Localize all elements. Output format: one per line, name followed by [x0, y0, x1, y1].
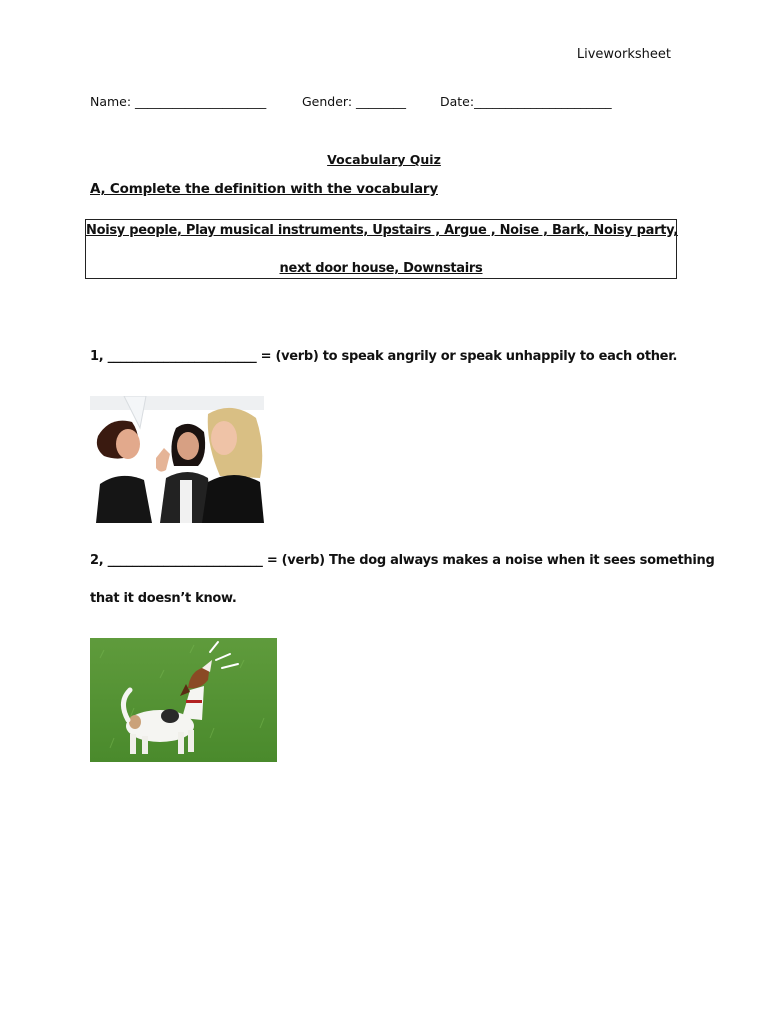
question-2-line-1[interactable]: 2, _________________________ = (verb) The dog always makes a noise when it sees something [90, 553, 715, 568]
quiz-title: Vocabulary Quiz [327, 152, 441, 167]
word-bank-line-1: Noisy people, Play musical instruments, Upstairs , Argue , Noise , Bark, Noisy party, [86, 223, 678, 238]
date-field[interactable]: Date:______________________ [440, 94, 612, 109]
arguing-women-photo [90, 396, 264, 523]
gender-field[interactable]: Gender: ________ [302, 94, 407, 109]
word-bank-line-2: next door house, Downstairs [279, 261, 483, 276]
word-bank-box [85, 219, 677, 279]
question-1[interactable]: 1, ________________________ = (verb) to speak angrily or speak unhappily to each other. [90, 349, 678, 364]
question-2-line-2: that it doesn’t know. [90, 591, 237, 606]
name-field[interactable]: Name: _____________________ [90, 94, 267, 109]
section-a-heading: A, Complete the definition with the vocabulary [90, 181, 438, 197]
brand-label: Liveworksheet [576, 47, 671, 62]
barking-dog-photo [90, 638, 277, 762]
